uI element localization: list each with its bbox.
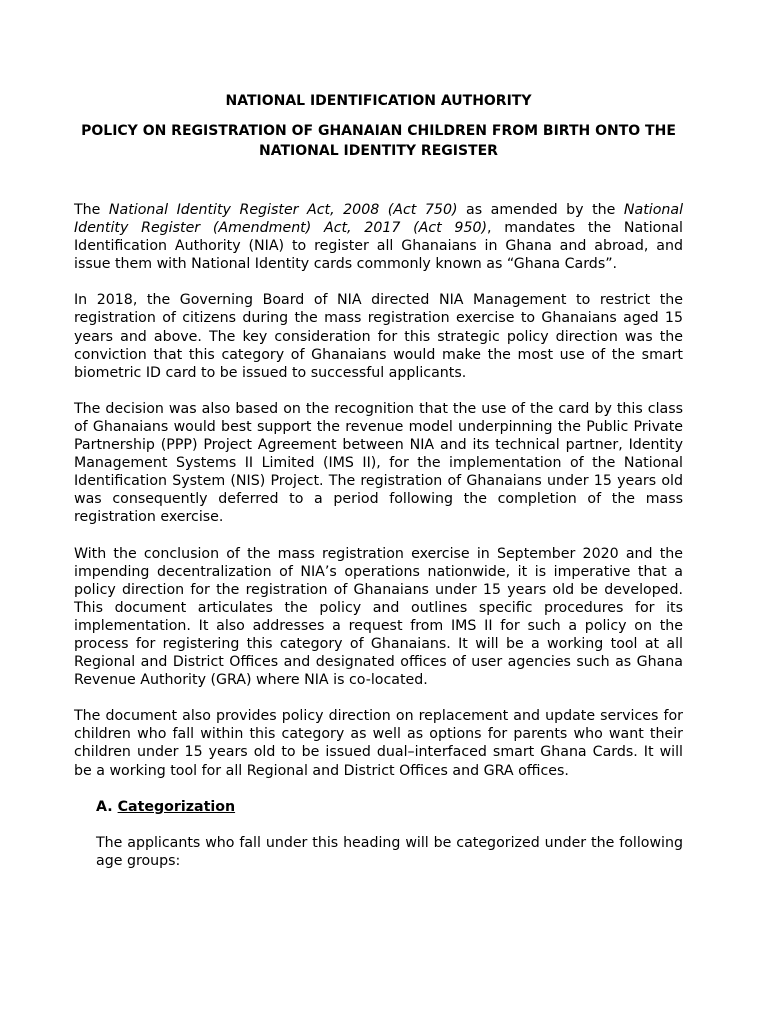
act-750-reference: National Identity Register Act, 2008 (Act 750) <box>108 202 458 218</box>
section-a-title: Categorization <box>117 798 236 815</box>
document-title: NATIONAL IDENTIFICATION AUTHORITY <box>225 93 532 109</box>
act-950-reference: National Identity Register (Amendment) Act, 2017 (Act 950) <box>74 202 684 237</box>
section-a-paragraph-1: The applicants who fall under this heading will be categorized under the following age groups: <box>96 834 683 869</box>
paragraph-4: With the conclusion of the mass registration exercise in September 2020 and the impending decentralization of NIA’s operations nationwide, it is imperative that a policy direction for the registration of Ghanaians under 15 years old be developed. This document articulates the policy and outlines specific procedures for its implementation. It also addresses a request from IMS II for such a policy on the process for registering this category of Ghanaians. It will be a working tool at all Regional and District Offices and designated offices of user agencies such as Ghana Revenue Authority (GRA) where NIA is co-located. <box>74 545 683 689</box>
paragraph-1 <box>74 201 683 273</box>
section-a-marker: A. <box>96 798 113 815</box>
document-subtitle: POLICY ON REGISTRATION OF GHANAIAN CHILDREN FROM BIRTH ONTO THE NATIONAL IDENTITY REGISTER <box>81 123 676 159</box>
paragraph-2: In 2018, the Governing Board of NIA directed NIA Management to restrict the registration of citizens during the mass registration exercise to Ghanaians aged 15 years and above. The key consideration for this strategic policy direction was the conviction that this category of Ghanaians would make the most use of the smart biometric ID card to be issued to successful applicants. <box>74 292 683 381</box>
paragraph-1-text-c: , mandates the National Identification Authority (NIA) to register all Ghanaians in Ghana and abroad, and issue them with National Identity cards commonly known as “Ghana Cards”. <box>74 220 683 273</box>
paragraph-1-text-b: as amended by the <box>457 202 624 218</box>
paragraph-5: The document also provides policy direction on replacement and update services for children who fall within this category as well as options for parents who want their children under 15 years old to be issued dual–interfaced smart Ghana Cards. It will be a working tool for all Regional and District Offices and GRA offices. <box>74 708 683 779</box>
paragraph-1-text-a: The <box>74 202 109 218</box>
section-a-heading <box>96 798 683 816</box>
paragraph-3: The decision was also based on the recognition that the use of the card by this class of Ghanaians would best support the revenue model underpinning the Public Private Partnership (PPP) Project Agreement between NIA and its technical partner, Identity Management Systems II Limited (IMS II), for the implementation of the National Identification System (NIS) Project. The registration of Ghanaians under 15 years old was consequently deferred to a period following the completion of the mass registration exercise. <box>74 400 683 526</box>
